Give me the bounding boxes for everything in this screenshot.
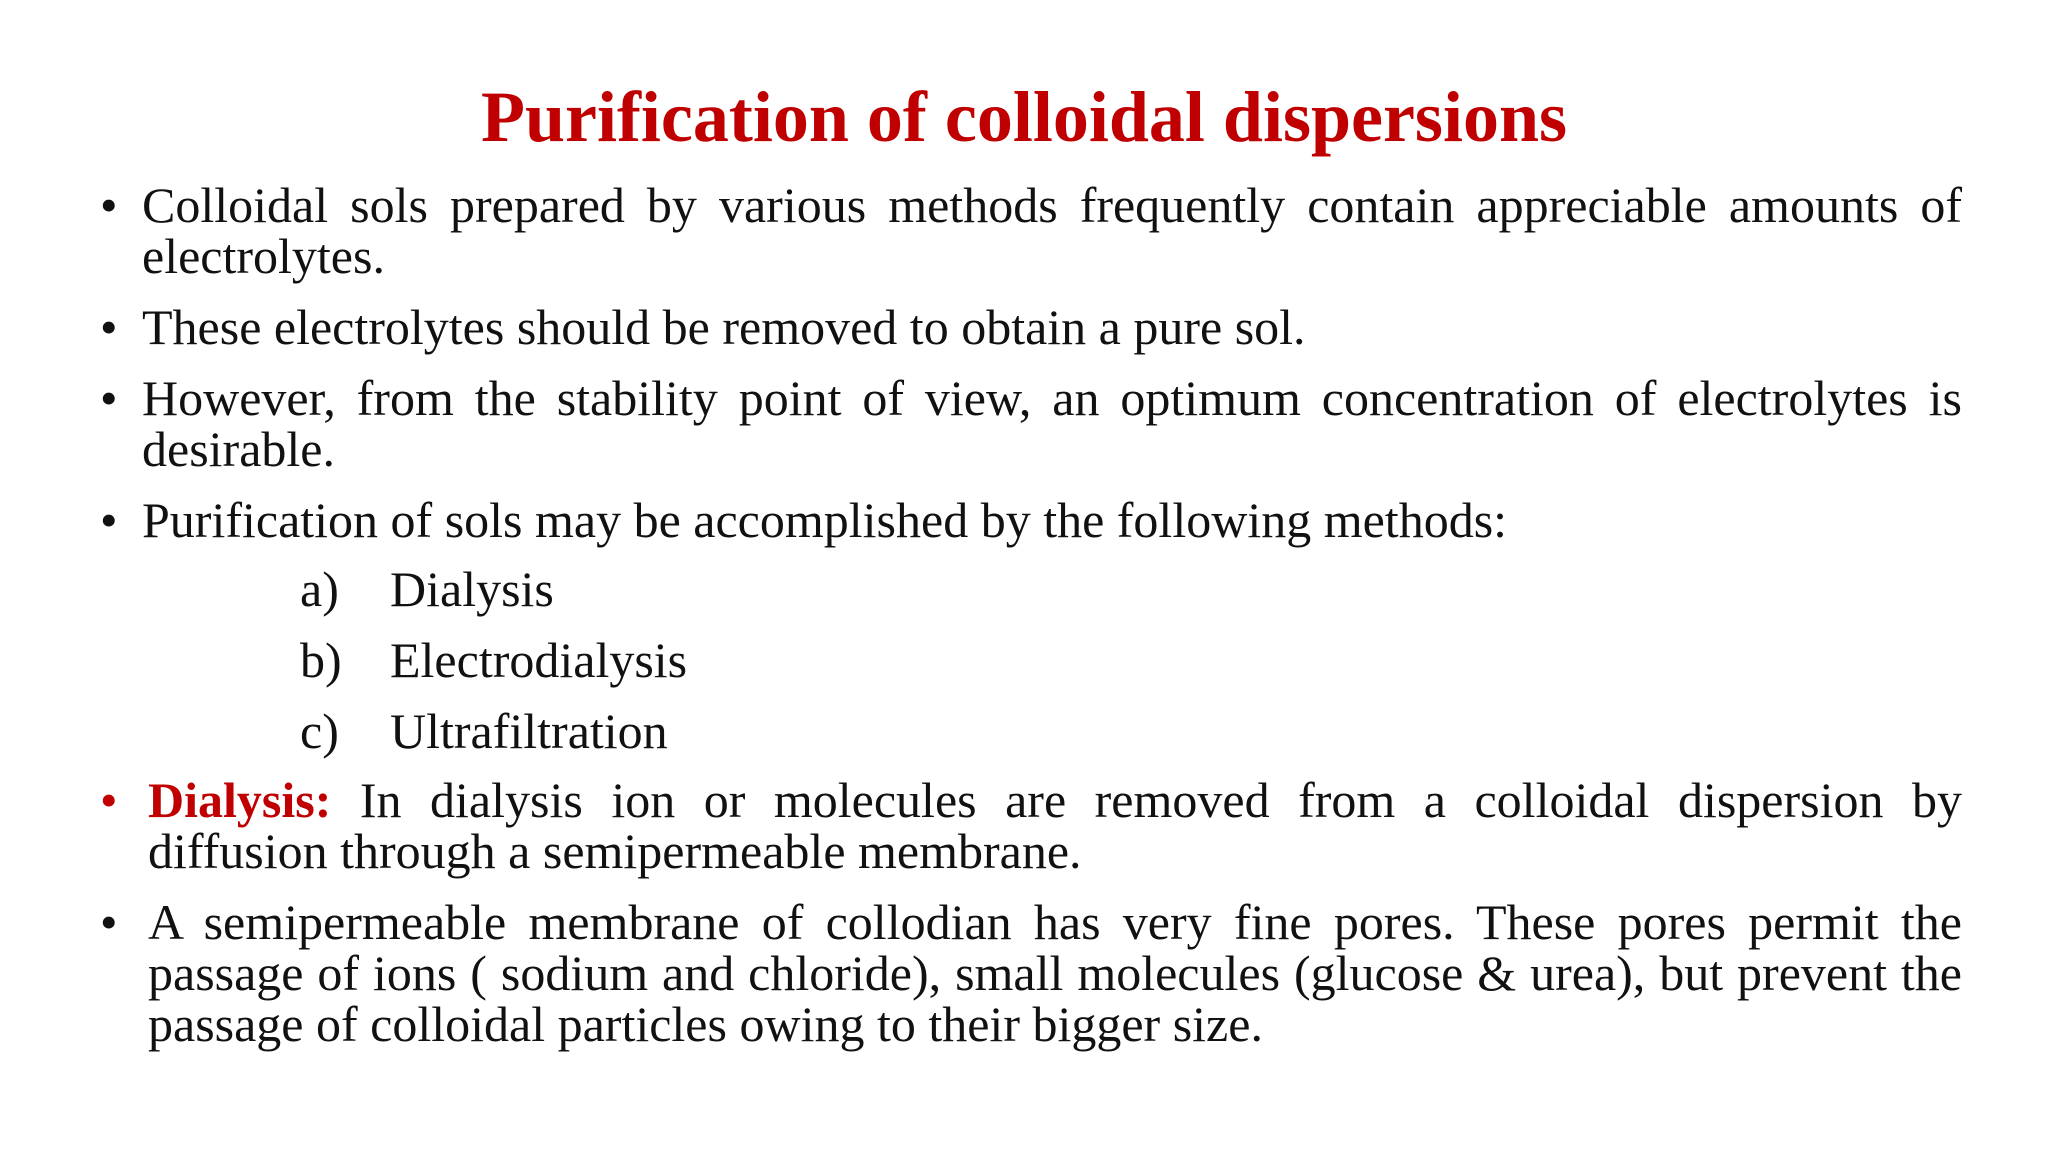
bullet-text: Purification of sols may be accomplished by the following methods: (142, 492, 1508, 548)
bullet-icon: • (100, 299, 118, 355)
methods-list (100, 554, 1962, 767)
dialysis-text: In dialysis ion or molecules are removed from a colloidal dispersion by diffusion through a semipermeable membrane. (148, 772, 1962, 879)
bullet-icon: • (100, 177, 118, 233)
bullet-list-2 (100, 772, 1962, 1052)
bullet-item-remove (100, 299, 1962, 355)
bullet-item-stability (100, 370, 1962, 477)
method-marker: c) (300, 703, 339, 759)
bullet-item-electrolytes (100, 177, 1962, 284)
slide-content (100, 177, 1962, 1070)
bullet-item-dialysis (100, 772, 1962, 879)
bullet-text: A semipermeable membrane of collodian has very fine pores. These pores permit the passage of ions ( sodium and chloride), small molecules (glucose & urea), but prevent the passage of colloidal particles owing to their bigger size. (148, 894, 1962, 1052)
dialysis-term: Dialysis: (148, 772, 332, 828)
slide-title: Purification of colloidal dispersions (480, 77, 1568, 157)
method-label: Electrodialysis (390, 632, 688, 688)
method-item-ultrafiltration (100, 696, 1962, 767)
bullet-icon: • (100, 894, 118, 950)
method-label: Ultrafiltration (390, 703, 668, 759)
method-marker: b) (300, 632, 342, 688)
method-item-electrodialysis (100, 625, 1962, 696)
bullet-icon: • (100, 772, 118, 828)
bullet-icon: • (100, 370, 118, 426)
bullet-item-methods (100, 492, 1962, 548)
bullet-item-membrane (100, 894, 1962, 1052)
bullet-icon: • (100, 492, 118, 548)
bullet-list (100, 177, 1962, 548)
method-label: Dialysis (390, 561, 554, 617)
method-item-dialysis (100, 554, 1962, 625)
bullet-text: Colloidal sols prepared by various methods frequently contain appreciable amounts of electrolytes. (142, 177, 1962, 284)
bullet-text: These electrolytes should be removed to obtain a pure sol. (142, 299, 1306, 355)
bullet-text: However, from the stability point of view, an optimum concentration of electrolytes is desirable. (142, 370, 1962, 477)
method-marker: a) (300, 561, 339, 617)
